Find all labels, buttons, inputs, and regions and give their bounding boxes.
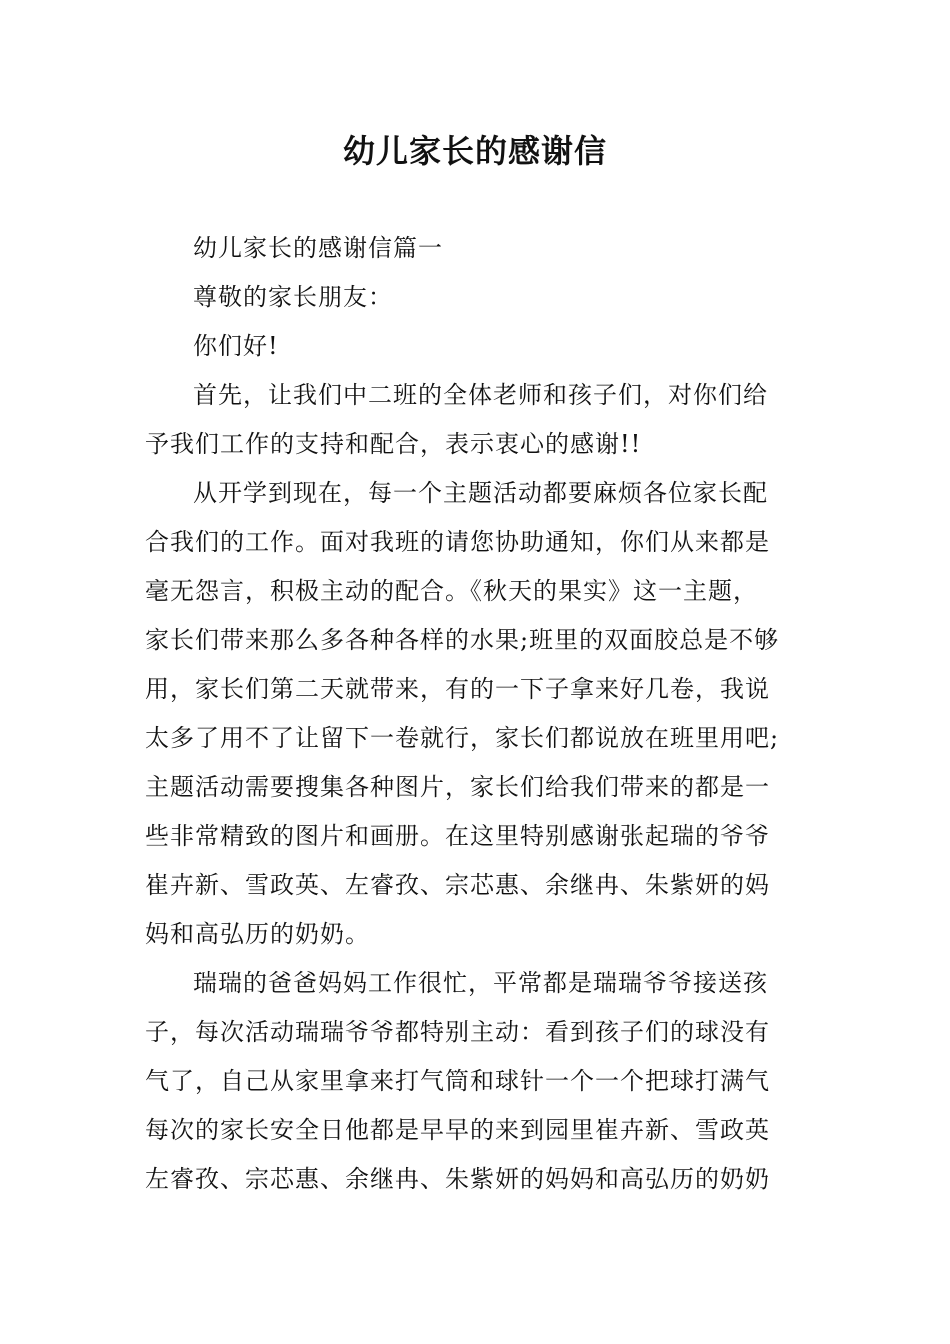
salutation-line: 你们好! xyxy=(193,332,279,360)
paragraph-3 xyxy=(145,959,810,1204)
paragraph-line: 每次的家长安全日他都是早早的来到园里崔卉新、雪政英 xyxy=(145,1116,770,1144)
paragraph-line: 从开学到现在，每一个主题活动都要麻烦各位家长配 xyxy=(193,479,768,507)
paragraph-line: 家长们带来那么多各种各样的水果;班里的双面胶总是不够 xyxy=(145,626,780,654)
document-body xyxy=(145,224,810,1204)
paragraph-1 xyxy=(145,371,810,469)
paragraph-line: 太多了用不了让留下一卷就行，家长们都说放在班里用吧; xyxy=(145,724,780,752)
paragraph-line: 予我们工作的支持和配合，表示衷心的感谢!! xyxy=(145,430,642,458)
paragraph-2 xyxy=(145,469,810,959)
paragraph-line: 首先，让我们中二班的全体老师和孩子们，对你们给 xyxy=(193,381,768,409)
paragraph-line: 些非常精致的图片和画册。在这里特别感谢张起瑞的爷爷 xyxy=(145,822,770,850)
paragraph-line: 气了，自己从家里拿来打气筒和球针一个一个把球打满气 xyxy=(145,1067,770,1095)
paragraph-line: 崔卉新、雪政英、左睿孜、宗芯惠、余继冉、朱紫妍的妈 xyxy=(145,871,770,899)
document-subtitle: 幼儿家长的感谢信篇一 xyxy=(193,234,443,262)
paragraph-line: 妈和高弘历的奶奶。 xyxy=(145,920,370,948)
paragraph-line: 用，家长们第二天就带来，有的一下子拿来好几卷，我说 xyxy=(145,675,770,703)
paragraph-line: 左睿孜、宗芯惠、余继冉、朱紫妍的妈妈和高弘历的奶奶 xyxy=(145,1165,770,1193)
paragraph-line: 主题活动需要搜集各种图片，家长们给我们带来的都是一 xyxy=(145,773,770,801)
paragraph-line: 瑞瑞的爸爸妈妈工作很忙，平常都是瑞瑞爷爷接送孩 xyxy=(193,969,768,997)
paragraph-line: 合我们的工作。面对我班的请您协助通知，你们从来都是 xyxy=(145,528,770,556)
document-title: 幼儿家长的感谢信 xyxy=(342,132,607,170)
paragraph-line: 子，每次活动瑞瑞爷爷都特别主动：看到孩子们的球没有 xyxy=(145,1018,770,1046)
greeting-line: 尊敬的家长朋友： xyxy=(193,283,393,311)
paragraph-line: 毫无怨言，积极主动的配合。《秋天的果实》这一主题， xyxy=(145,577,758,605)
